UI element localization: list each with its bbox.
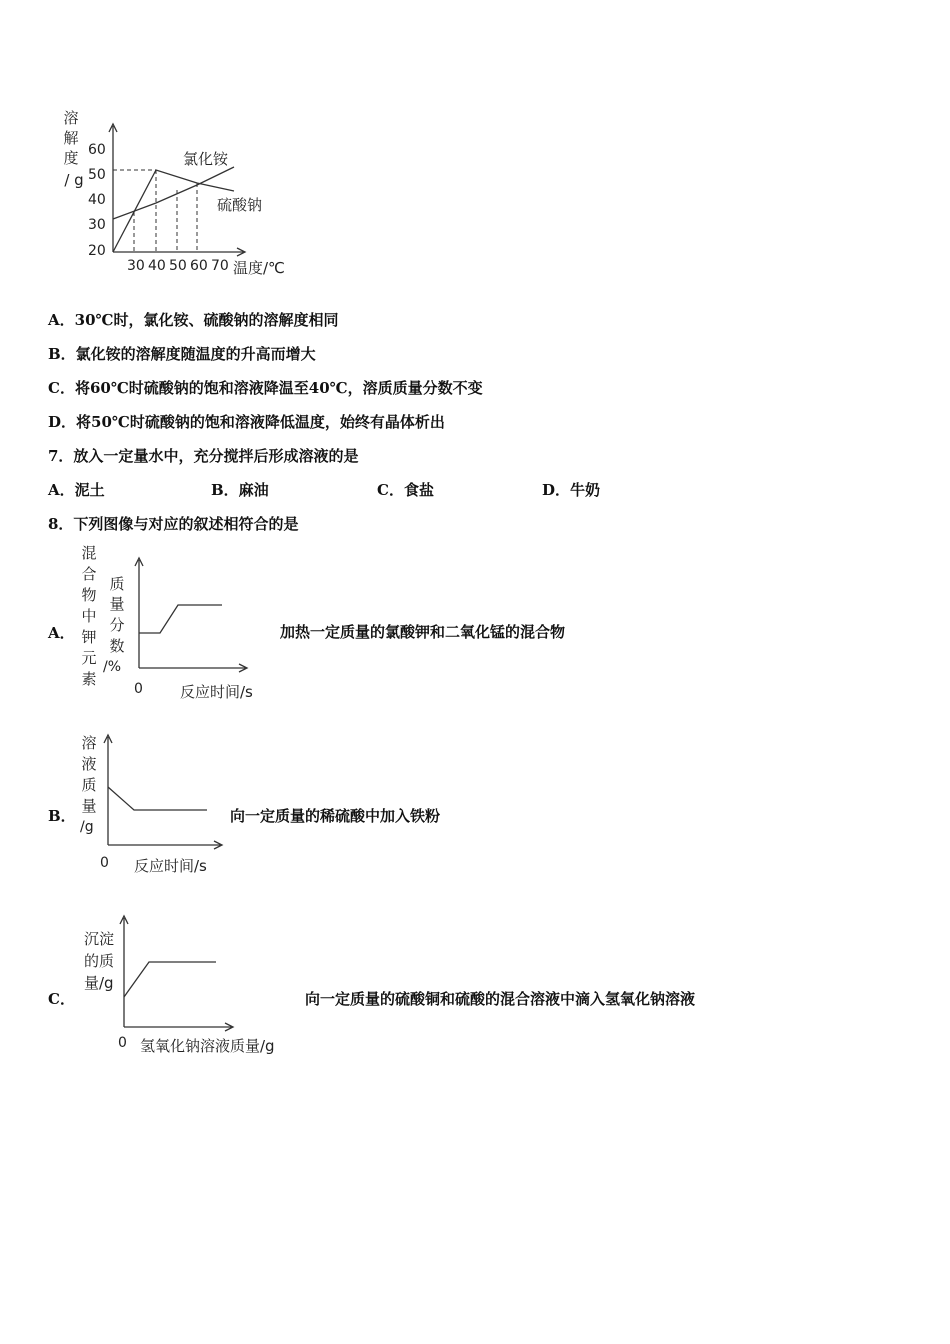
y-label-char: 物 bbox=[81, 586, 97, 604]
q7-stem: 7．放入一定量水中，充分搅拌后形成溶液的是 bbox=[48, 447, 359, 465]
x-tick-label: 60 bbox=[190, 258, 208, 274]
q6-option-c[interactable]: C．将60℃时硫酸钠的饱和溶液降温至40℃，溶质质量分数不变 bbox=[48, 379, 483, 397]
x-axis-label: 反应时间/s bbox=[180, 683, 253, 701]
y-label-char: 钾 bbox=[81, 628, 97, 646]
x-tick-label: 30 bbox=[127, 258, 145, 274]
origin-label: 0 bbox=[134, 681, 143, 697]
y-label-char: 元 bbox=[81, 649, 97, 667]
y-label-char: 液 bbox=[81, 755, 97, 773]
y-label-char: 数 bbox=[109, 637, 125, 655]
x-tick-label: 50 bbox=[169, 258, 187, 274]
x-axis-label: 氢氧化钠溶液质量/g bbox=[140, 1037, 275, 1055]
y-label-char: 中 bbox=[81, 607, 97, 625]
x-tick-label: 40 bbox=[148, 258, 166, 274]
q7-option-d[interactable]: D．牛奶 bbox=[542, 481, 601, 499]
q6-option-a[interactable]: A．30℃时，氯化铵、硫酸钠的溶解度相同 bbox=[48, 311, 339, 329]
origin-label: 0 bbox=[100, 855, 109, 871]
y-label-char: 混 bbox=[81, 544, 97, 562]
y-tick-label: 50 bbox=[88, 167, 106, 183]
y-axis-label-char: 度 bbox=[63, 149, 79, 167]
y-tick-label: 20 bbox=[88, 243, 106, 259]
q8-c-curve bbox=[124, 962, 216, 997]
q7-option-a[interactable]: A．泥土 bbox=[48, 481, 105, 499]
series-label-sodium-sulfate: 硫酸钠 bbox=[217, 196, 263, 214]
q8-c-letter: C． bbox=[48, 990, 75, 1008]
y-label-line: 沉淀 bbox=[84, 930, 115, 948]
y-tick-label: 30 bbox=[88, 217, 106, 233]
q7-option-b[interactable]: B．麻油 bbox=[211, 481, 269, 499]
y-label-char: 质 bbox=[81, 776, 97, 794]
q8-b-letter: B． bbox=[48, 807, 76, 825]
y-axis-label-char: / g bbox=[64, 171, 84, 189]
y-label-char: 量 bbox=[81, 797, 97, 815]
q8-stem: 8．下列图像与对应的叙述相符合的是 bbox=[48, 515, 299, 533]
q8-a-letter: A． bbox=[48, 624, 75, 642]
q8-b-description: 向一定质量的稀硫酸中加入铁粉 bbox=[230, 807, 441, 825]
y-label-char: 合 bbox=[81, 565, 97, 583]
y-tick-label: 40 bbox=[88, 192, 106, 208]
y-label-char: 量 bbox=[109, 595, 125, 613]
x-tick-label: 70 bbox=[211, 258, 229, 274]
x-axis-label: 反应时间/s bbox=[134, 857, 207, 875]
q8-c-description: 向一定质量的硫酸铜和硫酸的混合溶液中滴入氢氧化钠溶液 bbox=[305, 990, 696, 1008]
y-label-char: 溶 bbox=[81, 734, 97, 752]
y-label-unit: /g bbox=[80, 819, 94, 835]
y-axis-label-char: 溶 bbox=[63, 109, 79, 127]
q6-option-b[interactable]: B．氯化铵的溶解度随温度的升高而增大 bbox=[48, 345, 316, 363]
y-label-line: 的质 bbox=[84, 952, 115, 970]
y-label-char: 素 bbox=[81, 670, 97, 688]
series-label-ammonium-chloride: 氯化铵 bbox=[183, 150, 229, 168]
y-axis-label-char: 解 bbox=[63, 129, 79, 147]
y-tick-label: 60 bbox=[88, 142, 106, 158]
x-axis-label: 温度/℃ bbox=[233, 259, 285, 277]
y-label-line: 量/g bbox=[84, 974, 114, 992]
y-label-char: 质 bbox=[109, 575, 125, 593]
y-label-unit: /% bbox=[103, 659, 122, 675]
q6-option-d[interactable]: D．将50℃时硫酸钠的饱和溶液降低温度，始终有晶体析出 bbox=[48, 413, 445, 431]
y-label-char: 分 bbox=[109, 616, 125, 634]
origin-label: 0 bbox=[118, 1035, 127, 1051]
q8-a-description: 加热一定质量的氯酸钾和二氧化锰的混合物 bbox=[280, 623, 566, 641]
q7-option-c[interactable]: C．食盐 bbox=[377, 481, 434, 499]
